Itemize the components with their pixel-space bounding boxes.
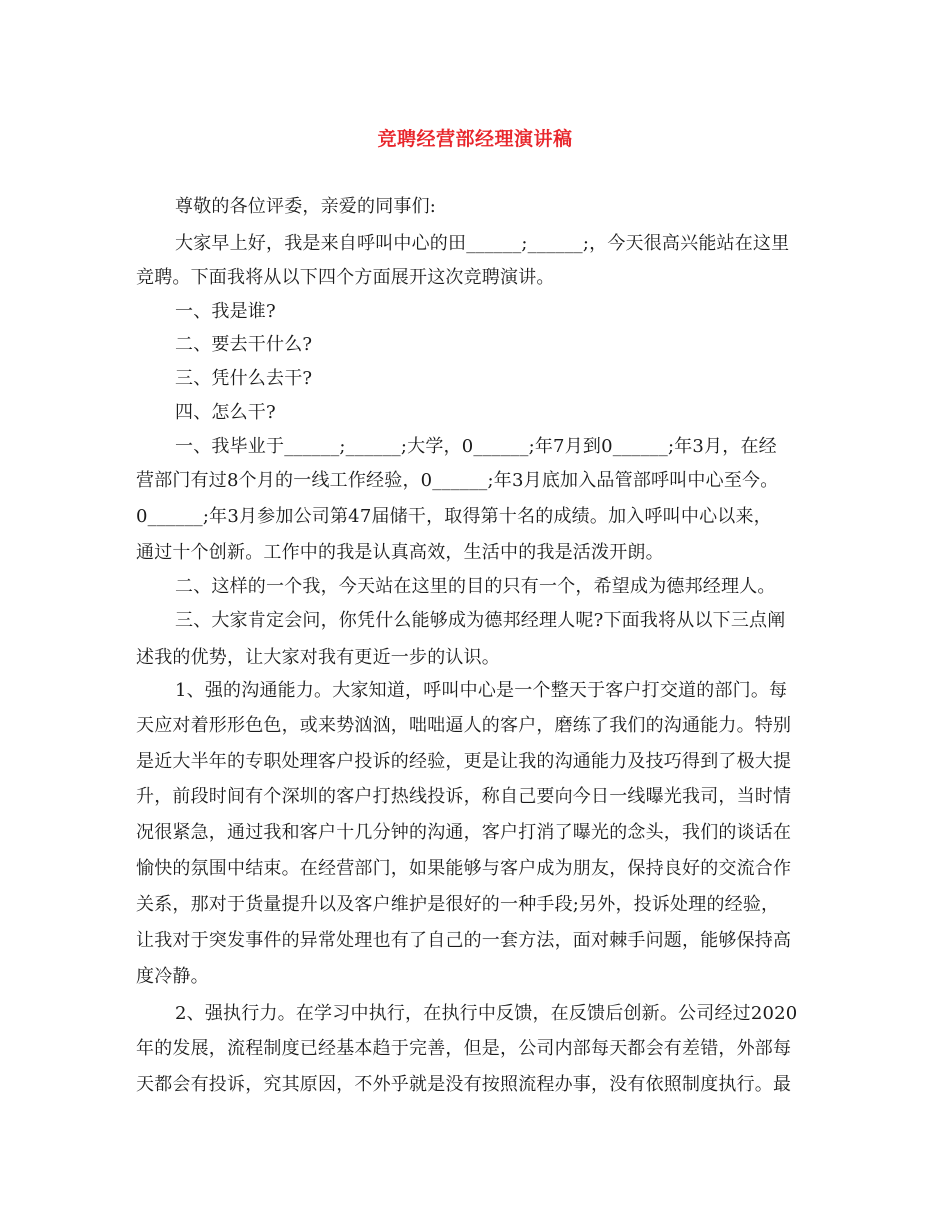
paragraph-line: 0______;年3月参加公司第47届储干，取得第十名的成绩。加入呼叫中心以来， — [136, 506, 772, 527]
paragraph-line: 天都会有投诉，究其原因，不外乎就是没有按照流程办事，没有依照制度执行。最 — [136, 1074, 792, 1095]
paragraph-line: 度冷静。 — [136, 966, 209, 987]
paragraph-line: 三、大家肯定会问，你凭什么能够成为德邦经理人呢?下面我将从以下三点阐 — [175, 610, 786, 631]
outline-item: 四、怎么干? — [175, 402, 276, 423]
paragraph-line: 营部门有过8个月的一线工作经验，0______;年3月底加入品管部呼叫中心至今。 — [136, 470, 779, 491]
paragraph-line: 一、我毕业于______;______;大学，0______;年7月到0______;年3月，在经 — [175, 436, 777, 457]
paragraph-line: 愉快的氛围中结束。在经营部门，如果能够与客户成为朋友，保持良好的交流合作 — [136, 858, 792, 879]
paragraph-line: 况很紧急，通过我和客户十几分钟的沟通，客户打消了曝光的念头，我们的谈话在 — [136, 822, 792, 843]
paragraph-line: 让我对于突发事件的异常处理也有了自己的一套方法，面对棘手问题，能够保持高 — [136, 930, 792, 951]
salutation: 尊敬的各位评委，亲爱的同事们: — [175, 196, 437, 217]
document-title: 竞聘经营部经理演讲稿 — [377, 128, 573, 150]
paragraph-line: 竞聘。下面我将从以下四个方面展开这次竞聘演讲。 — [136, 267, 555, 288]
paragraph-line: 大家早上好，我是来自呼叫中心的田______;______;，今天很高兴能站在这里 — [175, 233, 790, 254]
paragraph-line: 年的发展，流程制度已经基本趋于完善，但是，公司内部每天都会有差错，外部每 — [136, 1038, 792, 1059]
outline-item: 三、凭什么去干? — [175, 368, 313, 389]
paragraph-line: 升，前段时间有个深圳的客户打热线投诉，称自己要向今日一线曝光我司，当时情 — [136, 786, 792, 807]
paragraph-line: 关系，那对于货量提升以及客户维护是很好的一种手段;另外，投诉处理的经验， — [136, 894, 780, 915]
paragraph-line: 通过十个创新。工作中的我是认真高效，生活中的我是活泼开朗。 — [136, 542, 664, 563]
paragraph-line: 是近大半年的专职处理客户投诉的经验，更是让我的沟通能力及技巧得到了极大提 — [136, 751, 792, 772]
paragraph-line: 述我的优势，让大家对我有更近一步的认识。 — [136, 647, 500, 668]
outline-item: 一、我是谁? — [175, 301, 276, 322]
paragraph-line: 天应对着形形色色，或来势汹汹，咄咄逼人的客户，磨练了我们的沟通能力。特别 — [136, 715, 792, 736]
paragraph-line: 2、强执行力。在学习中执行，在执行中反馈，在反馈后创新。公司经过2020 — [175, 1003, 798, 1024]
outline-item: 二、要去干什么? — [175, 334, 313, 355]
paragraph-line: 二、这样的一个我，今天站在这里的目的只有一个，希望成为德邦经理人。 — [175, 576, 776, 597]
paragraph-line: 1、强的沟通能力。大家知道，呼叫中心是一个整天于客户打交道的部门。每 — [175, 680, 788, 701]
